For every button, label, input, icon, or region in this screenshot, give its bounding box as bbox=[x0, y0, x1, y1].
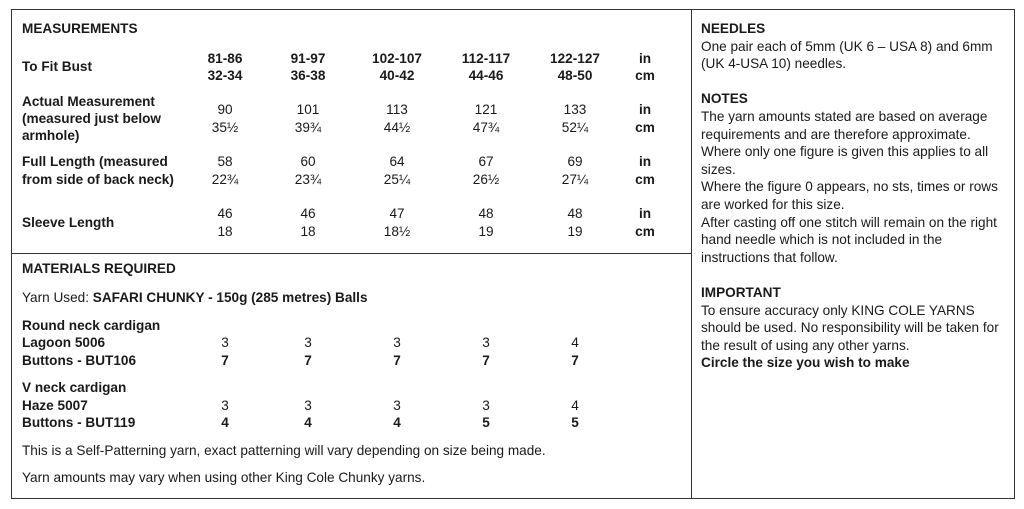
quantity-value: 3 bbox=[482, 335, 490, 350]
size-in-value: 52¼ bbox=[561, 120, 589, 135]
measurements-heading: MEASUREMENTS bbox=[22, 21, 138, 36]
quantity-value: 3 bbox=[482, 398, 490, 413]
size-in-value: 18½ bbox=[383, 224, 411, 239]
quantity-value: 3 bbox=[393, 398, 401, 413]
size-cm-value: 48 bbox=[567, 206, 583, 221]
size-in-value: 44½ bbox=[383, 120, 411, 135]
quantity-value: 3 bbox=[221, 398, 229, 413]
right-panel bbox=[701, 20, 1009, 372]
size-cm-value: 112-117 bbox=[461, 51, 511, 66]
full-length-label-2: from side of back neck) bbox=[22, 172, 174, 187]
needles-heading: NEEDLES bbox=[701, 21, 766, 36]
self-patterning-note: This is a Self-Patterning yarn, exact patterning will vary depending on size being made. bbox=[22, 443, 546, 458]
unit-cm-label: cm bbox=[635, 224, 655, 239]
size-cm-value: 47 bbox=[389, 206, 405, 221]
size-in-value: 36-38 bbox=[290, 68, 326, 83]
notes-heading: NOTES bbox=[701, 91, 748, 107]
quantity-value: 3 bbox=[304, 398, 312, 413]
quantity-value: 4 bbox=[571, 335, 579, 350]
size-in-value: 39¾ bbox=[294, 120, 322, 135]
unit-cm-label: cm bbox=[635, 68, 655, 83]
quantity-value: 7 bbox=[221, 353, 229, 368]
size-cm-value: 101 bbox=[296, 102, 320, 117]
notes-p2: Where only one figure is given this applies to all sizes. bbox=[701, 144, 989, 177]
size-cm-value: 113 bbox=[386, 102, 408, 117]
size-cm-value: 48 bbox=[478, 206, 494, 221]
sleeve-length-label: Sleeve Length bbox=[22, 215, 115, 230]
yarn-name: SAFARI CHUNKY - 150g (285 metres) Balls bbox=[92, 290, 368, 305]
quantity-value: 7 bbox=[304, 353, 312, 368]
column-divider bbox=[691, 9, 692, 499]
unit-in-label: in bbox=[638, 154, 652, 169]
round-neck-buttons-label: Buttons - BUT106 bbox=[22, 353, 137, 368]
full-length-label-1: Full Length (measured bbox=[22, 154, 168, 169]
materials-heading: MATERIALS REQUIRED bbox=[22, 261, 176, 276]
size-cm-value: 122-127 bbox=[550, 51, 600, 66]
size-in-value: 26½ bbox=[472, 172, 500, 187]
unit-in-label: in bbox=[638, 102, 652, 117]
unit-in-label: in bbox=[638, 206, 652, 221]
size-in-value: 48-50 bbox=[557, 68, 593, 83]
to-fit-bust-label: To Fit Bust bbox=[22, 59, 92, 74]
quantity-value: 4 bbox=[393, 415, 401, 430]
size-in-value: 18 bbox=[217, 224, 233, 239]
quantity-value: 3 bbox=[221, 335, 229, 350]
v-neck-title: V neck cardigan bbox=[22, 380, 127, 395]
size-cm-value: 60 bbox=[300, 154, 316, 169]
notes-p3: Where the figure 0 appears, no sts, times or rows are worked for this size. bbox=[701, 179, 998, 212]
size-cm-value: 91-97 bbox=[290, 51, 326, 66]
round-neck-title: Round neck cardigan bbox=[22, 318, 161, 333]
quantity-value: 3 bbox=[304, 335, 312, 350]
size-in-value: 25¼ bbox=[383, 172, 411, 187]
circle-size-instruction: Circle the size you wish to make bbox=[701, 355, 910, 371]
size-in-value: 19 bbox=[567, 224, 583, 239]
size-in-value: 44-46 bbox=[468, 68, 504, 83]
size-cm-value: 102-107 bbox=[372, 51, 422, 66]
size-in-value: 27¼ bbox=[561, 172, 589, 187]
important-heading: IMPORTANT bbox=[701, 284, 781, 300]
size-cm-value: 121 bbox=[474, 102, 498, 117]
size-in-value: 22¾ bbox=[211, 172, 239, 187]
size-in-value: 32-34 bbox=[207, 68, 243, 83]
unit-cm-label: cm bbox=[635, 172, 655, 187]
quantity-value: 7 bbox=[571, 353, 579, 368]
size-cm-value: 81-86 bbox=[207, 51, 243, 66]
size-in-value: 35½ bbox=[211, 120, 239, 135]
quantity-value: 4 bbox=[304, 415, 312, 430]
size-in-value: 23¾ bbox=[294, 172, 322, 187]
size-cm-value: 64 bbox=[389, 154, 405, 169]
unit-cm-label: cm bbox=[635, 120, 655, 135]
size-cm-value: 69 bbox=[567, 154, 583, 169]
size-in-value: 18 bbox=[300, 224, 316, 239]
size-cm-value: 67 bbox=[478, 154, 494, 169]
size-in-value: 40-42 bbox=[379, 68, 415, 83]
quantity-value: 5 bbox=[482, 415, 490, 430]
size-cm-value: 58 bbox=[217, 154, 233, 169]
actual-label-3: armhole) bbox=[22, 128, 80, 143]
unit-in-label: in bbox=[638, 51, 652, 66]
v-neck-yarn-label: Haze 5007 bbox=[22, 398, 88, 413]
quantity-value: 7 bbox=[482, 353, 490, 368]
round-neck-yarn-label: Lagoon 5006 bbox=[22, 335, 106, 350]
quantity-value: 5 bbox=[571, 415, 579, 430]
notes-p1: The yarn amounts stated are based on average requirements and are therefore approximate. bbox=[701, 108, 988, 142]
v-neck-buttons-label: Buttons - BUT119 bbox=[22, 415, 136, 430]
quantity-value: 7 bbox=[393, 353, 401, 368]
yarn-used-prefix: Yarn Used: bbox=[22, 290, 89, 305]
size-cm-value: 90 bbox=[217, 102, 233, 117]
quantity-value: 4 bbox=[571, 398, 579, 413]
size-cm-value: 133 bbox=[563, 102, 587, 117]
size-in-value: 47¾ bbox=[472, 120, 500, 135]
needles-text: One pair each of 5mm (UK 6 – USA 8) and 6mm (UK 4-USA 10) needles. bbox=[701, 38, 993, 72]
quantity-value: 4 bbox=[221, 415, 229, 430]
size-in-value: 19 bbox=[478, 224, 494, 239]
size-cm-value: 46 bbox=[300, 206, 316, 221]
size-cm-value: 46 bbox=[217, 206, 233, 221]
section-divider bbox=[11, 253, 692, 254]
important-text: To ensure accuracy only KING COLE YARNS should be used. No responsibility will be taken for the result of using any other yarns. bbox=[701, 302, 999, 353]
notes-p4: After casting off one stitch will remain on the right hand needle which is not included in the instructions that follow. bbox=[701, 214, 997, 265]
actual-label-2: (measured just below bbox=[22, 111, 161, 126]
quantity-value: 3 bbox=[393, 335, 401, 350]
actual-label-1: Actual Measurement bbox=[22, 94, 155, 109]
yarn-amounts-note: Yarn amounts may vary when using other King Cole Chunky yarns. bbox=[22, 470, 426, 485]
yarn-used-line bbox=[22, 289, 368, 307]
